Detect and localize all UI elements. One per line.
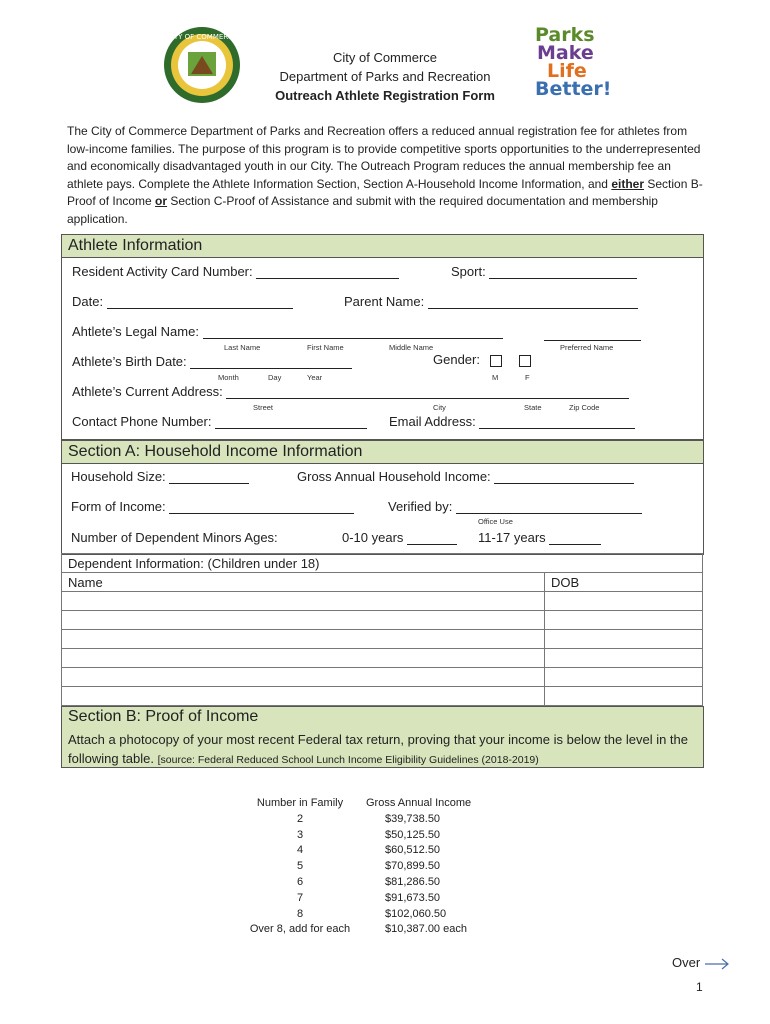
- year-caption: Year: [307, 373, 323, 382]
- parks-logo: [535, 26, 615, 106]
- ages-0-10-line[interactable]: [407, 530, 457, 545]
- form-title: Outreach Athlete Registration Form: [275, 88, 495, 103]
- income-5: $70,899.50: [385, 860, 441, 873]
- department-name: Department of Parks and Recreation: [279, 69, 491, 84]
- dependent-info-label: Dependent Information: (Children under 18): [62, 554, 703, 573]
- phone-line[interactable]: [215, 414, 367, 429]
- preferred-name-caption: Preferred Name: [560, 343, 614, 352]
- parent-name-line[interactable]: [428, 294, 638, 309]
- table-row[interactable]: [62, 611, 703, 630]
- sport-line[interactable]: [489, 264, 637, 279]
- dob-column-header: DOB: [545, 573, 703, 592]
- family-size-2: 2: [296, 812, 304, 825]
- ages-0-10-field[interactable]: 0-10 years: [342, 530, 457, 545]
- income-over-8: $10,387.00 each: [385, 923, 467, 936]
- income-7: $91,673.50: [385, 891, 441, 904]
- birth-date-line[interactable]: [190, 354, 352, 369]
- legal-name-field[interactable]: Ahtlete’s Legal Name:: [72, 324, 503, 339]
- name-column-header: Name: [62, 573, 545, 592]
- table-row[interactable]: [62, 649, 703, 668]
- verified-by-field[interactable]: Verified by:: [388, 499, 642, 514]
- income-6: $81,286.50: [385, 875, 441, 888]
- gender-m-caption: M: [492, 373, 499, 382]
- dependent-info-row: [62, 554, 703, 573]
- section-b-source: [source: Federal Reduced School Lunch Income Eligibility Guidelines (2018-2019): [157, 754, 539, 766]
- legal-name-line[interactable]: [203, 324, 503, 339]
- family-size-header: Number in Family: [256, 797, 344, 809]
- over-label: Over: [672, 955, 701, 970]
- middle-name-caption: Middle Name: [389, 343, 434, 352]
- street-caption: Street: [253, 403, 274, 412]
- day-caption: Day: [268, 373, 282, 382]
- family-size-5: 5: [296, 860, 304, 873]
- dependent-ages-label: Number of Dependent Minors Ages:: [71, 530, 278, 545]
- form-of-income-field[interactable]: Form of Income:: [71, 499, 354, 514]
- preferred-name-line[interactable]: [544, 326, 641, 341]
- header-text: [255, 48, 515, 105]
- gender-m-checkbox[interactable]: [490, 355, 502, 367]
- last-name-caption: Last Name: [224, 343, 261, 352]
- date-line[interactable]: [107, 294, 293, 309]
- family-size-over-8: Over 8, add for each: [249, 923, 351, 936]
- form-of-income-line[interactable]: [169, 499, 354, 514]
- income-header: Gross Annual Income: [366, 797, 472, 809]
- income-3: $50,125.50: [385, 828, 441, 841]
- section-a-heading: Section A: Household Income Information: [61, 440, 704, 464]
- gender-f-checkbox[interactable]: [519, 355, 531, 367]
- seal-lettering: CITY OF COMMERCE: [166, 33, 238, 41]
- parent-name-field[interactable]: Parent Name:: [344, 294, 638, 309]
- ages-11-17-field[interactable]: 11-17 years: [478, 530, 601, 545]
- email-line[interactable]: [479, 414, 635, 429]
- family-size-7: 7: [296, 891, 304, 904]
- table-row[interactable]: [62, 592, 703, 611]
- gross-income-field[interactable]: Gross Annual Household Income:: [297, 469, 634, 484]
- logo-word-make: Make: [537, 42, 594, 64]
- state-caption: State: [524, 403, 542, 412]
- birth-date-field[interactable]: Athlete’s Birth Date:: [72, 354, 352, 369]
- logo-word-life: Life: [547, 60, 587, 82]
- emphasis-or: or: [155, 194, 168, 208]
- address-field[interactable]: Athlete’s Current Address:: [72, 384, 629, 399]
- family-size-4: 4: [296, 844, 304, 857]
- ages-11-17-line[interactable]: [549, 530, 601, 545]
- athlete-info-heading: Athlete Information: [61, 234, 704, 258]
- city-caption: City: [433, 403, 446, 412]
- date-field[interactable]: Date:: [72, 294, 293, 309]
- verified-by-line[interactable]: [456, 499, 642, 514]
- table-row[interactable]: [62, 668, 703, 687]
- table-row[interactable]: [62, 687, 703, 706]
- intro-paragraph: The City of Commerce Department of Parks and Recreation offers a reduced annual registration fee for athletes from low-income families. The purpose of this program is to provide competitive sports opportunities to the underrepresented and economically disadvantaged youth in our City. The Outreach Program reduces the annual membership fee an athlete pays. Complete the Athlete Information Section, Section A-Household Income Information, and either Section B-Proof of Income or Section C-Proof of Assistance and submit with the required documentation and membership application.: [67, 124, 703, 226]
- phone-field[interactable]: Contact Phone Number:: [72, 414, 367, 429]
- email-field[interactable]: Email Address:: [389, 414, 635, 429]
- logo-word-better: Better!: [535, 78, 612, 100]
- gross-income-line[interactable]: [494, 469, 634, 484]
- logo-word-parks: Parks: [535, 24, 595, 46]
- income-2: $39,738.50: [385, 812, 441, 825]
- city-name: City of Commerce: [332, 50, 438, 65]
- resident-card-field[interactable]: Resident Activity Card Number:: [72, 264, 399, 279]
- income-8: $102,060.50: [385, 907, 447, 920]
- month-caption: Month: [218, 373, 239, 382]
- over-indicator[interactable]: [672, 955, 730, 970]
- arrow-right-icon: [704, 955, 730, 970]
- income-column: [366, 796, 506, 938]
- emphasis-either: either: [611, 176, 645, 191]
- resident-card-line[interactable]: [256, 264, 399, 279]
- income-4: $60,512.50: [385, 844, 441, 857]
- family-size-8: 8: [296, 907, 304, 920]
- office-use-caption: Office Use: [478, 517, 513, 526]
- page-number: 1: [696, 980, 703, 994]
- zip-caption: Zip Code: [569, 403, 600, 412]
- section-b-text: Attach a photocopy of your most recent Federal tax return, proving that your income is below the level in the following table. [source: Federal Reduced School Lunch Income Eligibility Guidelines (2018-2019): [68, 732, 688, 766]
- dependent-header-row: [62, 573, 703, 592]
- gender-field: Gender:: [433, 352, 531, 367]
- table-row[interactable]: [62, 630, 703, 649]
- household-size-line[interactable]: [169, 469, 249, 484]
- city-seal: [163, 26, 241, 104]
- family-size-6: 6: [296, 875, 304, 888]
- first-name-caption: First Name: [307, 343, 344, 352]
- dependent-table: [61, 553, 703, 706]
- family-size-3: 3: [296, 828, 304, 841]
- family-size-column: [240, 796, 360, 938]
- address-line[interactable]: [226, 384, 629, 399]
- household-size-field[interactable]: Household Size:: [71, 469, 249, 484]
- sport-field[interactable]: Sport:: [451, 264, 637, 279]
- section-b-heading: Section B: Proof of Income: [68, 708, 259, 725]
- gender-f-caption: F: [525, 373, 530, 382]
